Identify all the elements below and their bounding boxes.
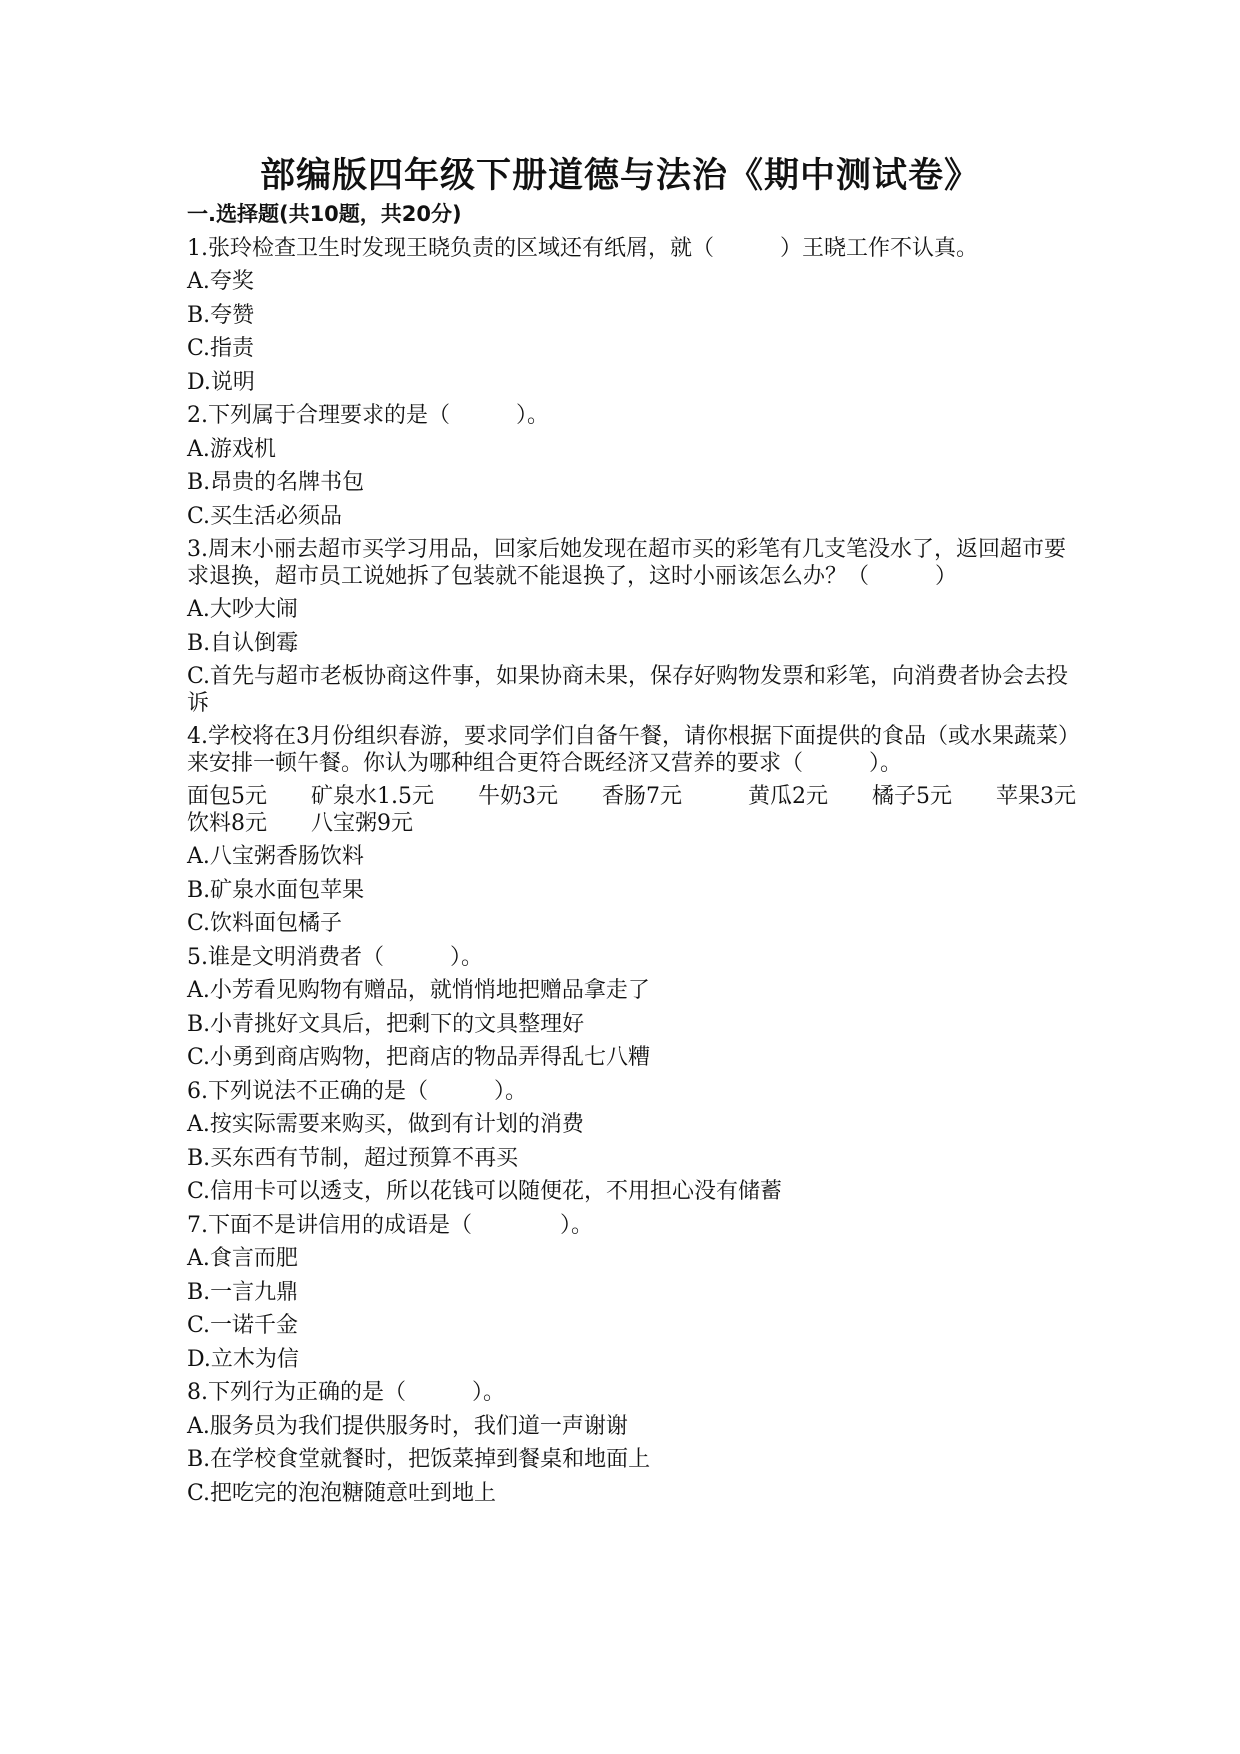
question-text: 6.下列说法不正确的是（ ）。: [187, 1078, 527, 1104]
option-b: B.在学校食堂就餐时，把饭菜掉到餐桌和地面上: [187, 1447, 651, 1472]
question-block: [187, 399, 1087, 533]
question-block: [187, 1376, 1087, 1510]
option-b: B.一言九鼎: [187, 1279, 299, 1305]
option-c: C.饮料面包橘子: [187, 911, 343, 936]
option-c: C.首先与超市老板协商这件事，如果协商未果，保存好购物发票和彩笔，向消费者协会去投诉: [187, 664, 1069, 716]
question-block: [187, 1075, 1087, 1209]
option-b: B.昂贵的名牌书包: [187, 470, 365, 495]
option-b: B.自认倒霉: [187, 630, 299, 656]
food-price-list: 面包5元 矿泉水1.5元 牛奶3元 香肠7元 黄瓜2元 橘子5元 苹果3元 饮料8元 八宝粥9元: [187, 784, 1120, 836]
question-block: [187, 1209, 1087, 1377]
option-b: B.买东西有节制，超过预算不再买: [187, 1145, 519, 1171]
page-title: 部编版四年级下册道德与法治《期中测试卷》: [259, 156, 980, 196]
question-block: [187, 232, 1087, 400]
option-b: B.小青挑好文具后，把剩下的文具整理好: [187, 1011, 585, 1037]
question-text: 7.下面不是讲信用的成语是（ ）。: [187, 1212, 593, 1238]
question-text: 8.下列行为正确的是（ ）。: [187, 1380, 505, 1405]
option-a: A.大吵大闹: [187, 597, 298, 622]
option-a: A.小芳看见购物有赠品，就悄悄地把赠品拿走了: [187, 978, 650, 1003]
option-a: A.八宝粥香肠饮料: [187, 844, 364, 869]
option-a: A.夸奖: [187, 269, 254, 294]
option-c: C.指责: [187, 336, 255, 361]
option-d: D.说明: [187, 369, 255, 395]
section-heading: 一.选择题(共10题，共20分): [187, 202, 462, 226]
question-block: [187, 941, 1087, 1075]
option-c: C.小勇到商店购物，把商店的物品弄得乱七八糟: [187, 1045, 651, 1070]
option-d: D.立木为信: [187, 1346, 299, 1372]
option-c: C.把吃完的泡泡糖随意吐到地上: [187, 1480, 497, 1506]
option-c: C.一诺千金: [187, 1313, 299, 1338]
question-text: 5.谁是文明消费者（ ）。: [187, 944, 483, 970]
option-c: C.买生活必须品: [187, 503, 343, 529]
option-c: C.信用卡可以透支，所以花钱可以随便花，不用担心没有储蓄: [187, 1179, 783, 1204]
question-block: [187, 720, 1120, 941]
option-a: A.服务员为我们提供服务时，我们道一声谢谢: [187, 1413, 628, 1439]
question-text: 4.学校将在3月份组织春游，要求同学们自备午餐，请你根据下面提供的食品（或水果蔬菜）来安排一顿午餐。你认为哪种组合更符合既经济又营养的要求（ ）。: [187, 724, 1080, 776]
option-a: A.游戏机: [187, 436, 276, 462]
option-b: B.夸赞: [187, 302, 255, 328]
exam-content: [187, 198, 1120, 1510]
option-a: A.食言而肥: [187, 1246, 298, 1271]
option-a: A.按实际需要来购买，做到有计划的消费: [187, 1112, 584, 1137]
question-block: [187, 533, 1087, 720]
question-text: 1.张玲检查卫生时发现王晓负责的区域还有纸屑，就（ ）王晓工作不认真。: [187, 235, 978, 261]
option-b: B.矿泉水面包苹果: [187, 877, 365, 903]
question-text: 3.周末小丽去超市买学习用品，回家后她发现在超市买的彩笔有几支笔没水了，返回超市要求退换，超市员工说她拆了包装就不能退换了，这时小丽该怎么办？（ ）: [187, 537, 1066, 589]
question-text: 2.下列属于合理要求的是（ ）。: [187, 403, 549, 428]
